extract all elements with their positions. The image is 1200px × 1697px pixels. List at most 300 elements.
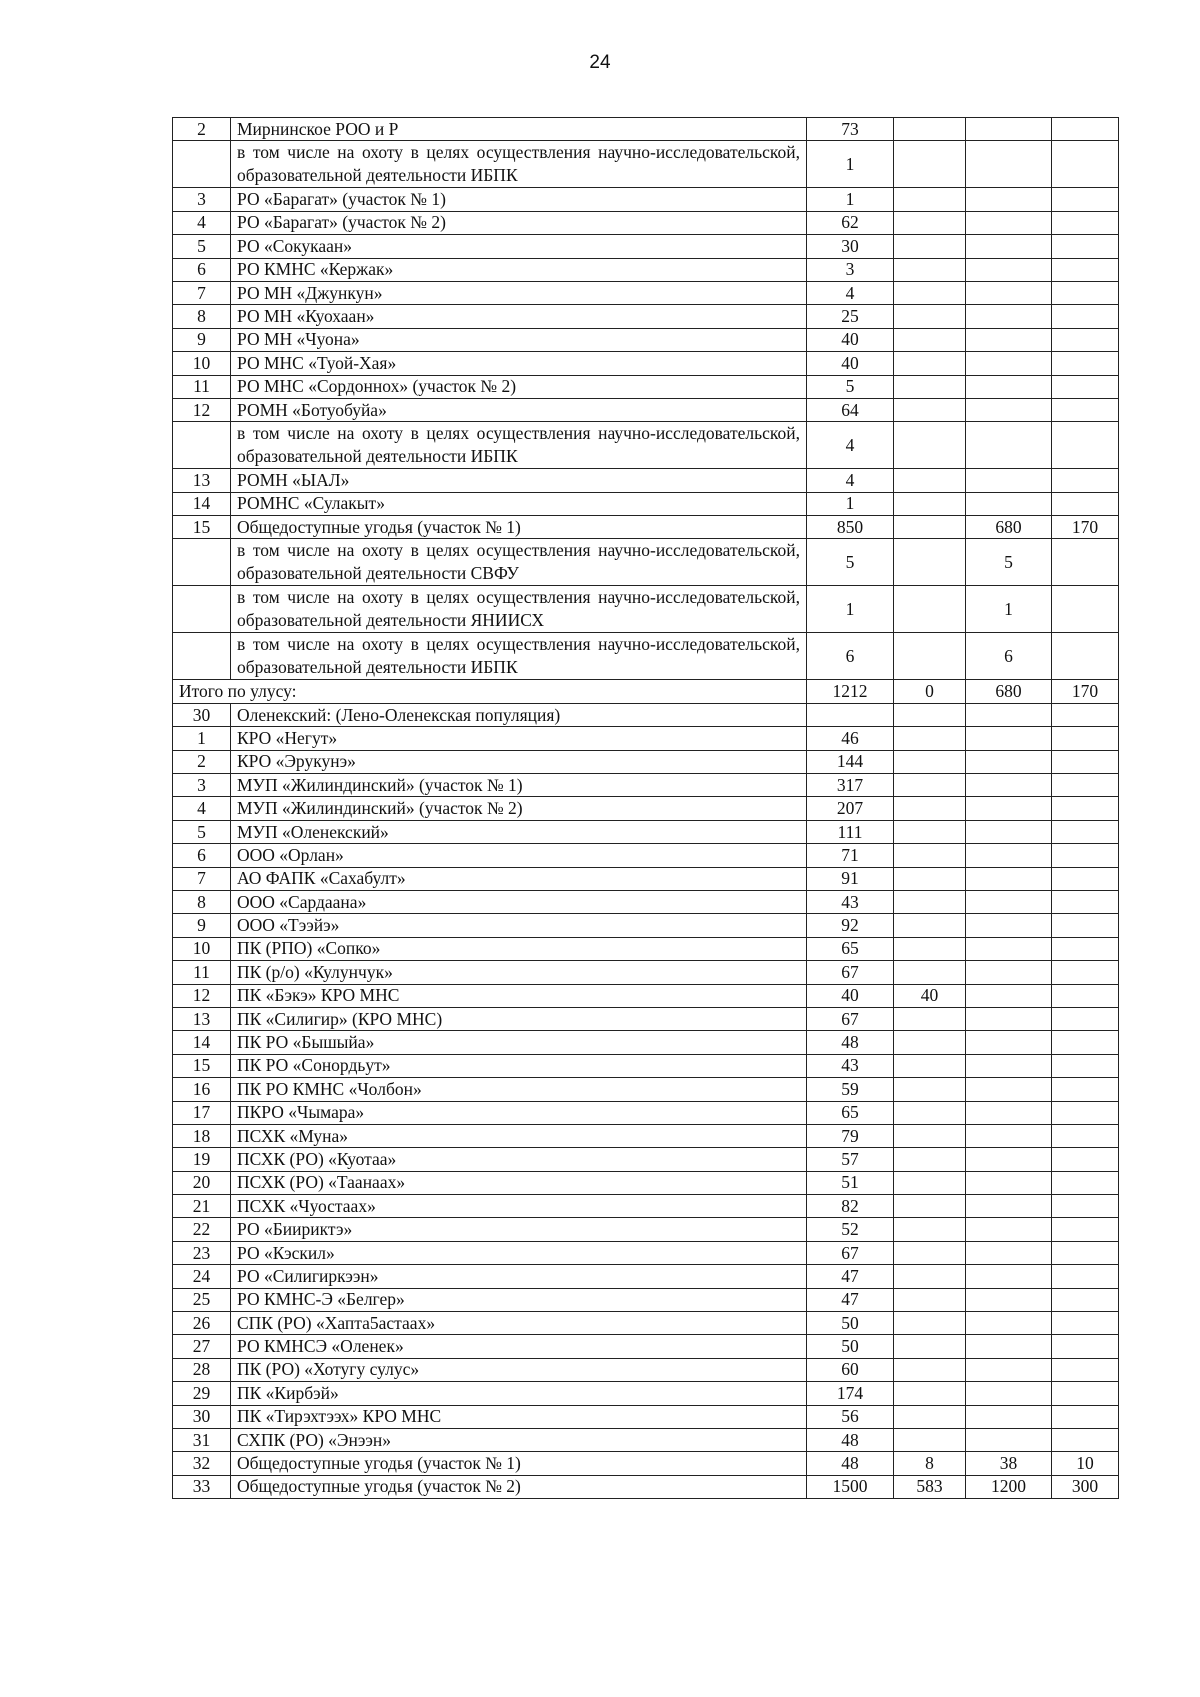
row-number: 24	[173, 1265, 231, 1288]
row-number: 33	[173, 1475, 231, 1498]
value-col-3	[966, 1195, 1052, 1218]
value-col-3	[966, 1054, 1052, 1077]
value-col-3	[966, 774, 1052, 797]
row-number: 7	[173, 281, 231, 304]
value-col-4	[1052, 844, 1119, 867]
row-number: 5	[173, 235, 231, 258]
table-row	[173, 774, 1119, 797]
value-col-3	[966, 422, 1052, 469]
value-col-1: 174	[807, 1382, 894, 1405]
value-col-3: 1	[966, 586, 1052, 633]
value-col-4	[1052, 281, 1119, 304]
value-col-2	[894, 1101, 966, 1124]
value-col-1: 850	[807, 516, 894, 539]
value-col-4	[1052, 469, 1119, 492]
value-col-4	[1052, 1101, 1119, 1124]
table-row	[173, 750, 1119, 773]
value-col-2: 0	[894, 680, 966, 703]
value-col-4	[1052, 1171, 1119, 1194]
table-row	[173, 188, 1119, 211]
value-col-4: 170	[1052, 516, 1119, 539]
value-col-4	[1052, 141, 1119, 188]
row-number: 26	[173, 1312, 231, 1335]
row-name: КРО «Эрукунэ»	[231, 750, 807, 773]
row-name: в том числе на охоту в целях осуществления научно-исследовательской, образовательной деятельности ИБПК	[231, 141, 807, 188]
value-col-3	[966, 328, 1052, 351]
table-row	[173, 1475, 1119, 1498]
value-col-3	[966, 1078, 1052, 1101]
table-row	[173, 1312, 1119, 1335]
row-name: ПСХК «Муна»	[231, 1124, 807, 1147]
row-name: РО КМНС «Кержак»	[231, 258, 807, 281]
value-col-2	[894, 281, 966, 304]
value-col-1: 1	[807, 141, 894, 188]
table-row	[173, 727, 1119, 750]
total-label: Итого по улусу:	[173, 680, 807, 703]
value-col-1: 50	[807, 1335, 894, 1358]
table-row	[173, 1241, 1119, 1264]
value-col-1: 51	[807, 1171, 894, 1194]
value-col-4	[1052, 750, 1119, 773]
value-col-4	[1052, 1358, 1119, 1381]
table-row	[173, 1195, 1119, 1218]
table-row	[173, 1452, 1119, 1475]
value-col-2	[894, 890, 966, 913]
value-col-4: 10	[1052, 1452, 1119, 1475]
row-name: РОМН «Ботуобуйа»	[231, 398, 807, 421]
row-name: Общедоступные угодья (участок № 1)	[231, 516, 807, 539]
value-col-1: 48	[807, 1452, 894, 1475]
value-col-1: 48	[807, 1031, 894, 1054]
row-number: 5	[173, 820, 231, 843]
value-col-3	[966, 1171, 1052, 1194]
table-row	[173, 1148, 1119, 1171]
value-col-2	[894, 1335, 966, 1358]
value-col-4	[1052, 398, 1119, 421]
row-name: в том числе на охоту в целях осуществления научно-исследовательской, образовательной деятельности ИБПК	[231, 633, 807, 680]
value-col-2	[894, 727, 966, 750]
table-row	[173, 1124, 1119, 1147]
row-number: 18	[173, 1124, 231, 1147]
value-col-3	[966, 1101, 1052, 1124]
value-col-2	[894, 188, 966, 211]
value-col-4: 300	[1052, 1475, 1119, 1498]
value-col-2	[894, 914, 966, 937]
row-name: ПСХК (РО) «Таанаах»	[231, 1171, 807, 1194]
row-number: 29	[173, 1382, 231, 1405]
value-col-1: 4	[807, 422, 894, 469]
row-number: 21	[173, 1195, 231, 1218]
value-col-3	[966, 867, 1052, 890]
value-col-4	[1052, 258, 1119, 281]
row-name: ПК «Тирэхтээх» КРО МНС	[231, 1405, 807, 1428]
value-col-4	[1052, 1124, 1119, 1147]
value-col-2: 40	[894, 984, 966, 1007]
table-row	[173, 937, 1119, 960]
total-row	[173, 680, 1119, 703]
value-col-1: 59	[807, 1078, 894, 1101]
value-col-3	[966, 469, 1052, 492]
value-col-1: 43	[807, 1054, 894, 1077]
row-number: 32	[173, 1452, 231, 1475]
value-col-4	[1052, 727, 1119, 750]
value-col-3	[966, 305, 1052, 328]
table-row	[173, 1288, 1119, 1311]
value-col-1: 50	[807, 1312, 894, 1335]
value-col-1: 3	[807, 258, 894, 281]
value-col-1: 67	[807, 1007, 894, 1030]
value-col-4	[1052, 984, 1119, 1007]
value-col-4	[1052, 305, 1119, 328]
value-col-2	[894, 492, 966, 515]
row-name: ПСХК (РО) «Куотаа»	[231, 1148, 807, 1171]
row-number: 8	[173, 890, 231, 913]
table-row	[173, 1078, 1119, 1101]
row-name: ПК (РПО) «Сопко»	[231, 937, 807, 960]
value-col-3	[966, 937, 1052, 960]
value-col-2	[894, 469, 966, 492]
row-name: РО «Барагат» (участок № 2)	[231, 211, 807, 234]
value-col-4	[1052, 1007, 1119, 1030]
value-col-3	[966, 750, 1052, 773]
value-col-1: 62	[807, 211, 894, 234]
value-col-1: 79	[807, 1124, 894, 1147]
row-number: 1	[173, 727, 231, 750]
value-col-3	[966, 281, 1052, 304]
value-col-3	[966, 1335, 1052, 1358]
row-number: 25	[173, 1288, 231, 1311]
row-name: РО МН «Чуона»	[231, 328, 807, 351]
row-name: ПК «Бэкэ» КРО МНС	[231, 984, 807, 1007]
value-col-1: 207	[807, 797, 894, 820]
row-name: РО МНС «Сордоннох» (участок № 2)	[231, 375, 807, 398]
row-number: 10	[173, 352, 231, 375]
row-name: в том числе на охоту в целях осуществления научно-исследовательской, образовательной деятельности ИБПК	[231, 422, 807, 469]
value-col-3	[966, 1148, 1052, 1171]
value-col-2: 8	[894, 1452, 966, 1475]
value-col-3	[966, 820, 1052, 843]
row-name: РО КМНС-Э «Белгер»	[231, 1288, 807, 1311]
table-body	[173, 118, 1119, 1499]
table-row	[173, 1335, 1119, 1358]
value-col-2	[894, 633, 966, 680]
value-col-1: 111	[807, 820, 894, 843]
row-number: 4	[173, 797, 231, 820]
value-col-2	[894, 797, 966, 820]
value-col-1: 65	[807, 937, 894, 960]
table-row	[173, 305, 1119, 328]
row-name: МУП «Жилиндинский» (участок № 2)	[231, 797, 807, 820]
value-col-2	[894, 1054, 966, 1077]
value-col-4	[1052, 492, 1119, 515]
row-number: 30	[173, 1405, 231, 1428]
value-col-4	[1052, 118, 1119, 141]
value-col-3	[966, 961, 1052, 984]
value-col-2	[894, 1428, 966, 1451]
value-col-2	[894, 398, 966, 421]
value-col-4	[1052, 422, 1119, 469]
value-col-1: 25	[807, 305, 894, 328]
sub-row	[173, 422, 1119, 469]
value-col-2	[894, 867, 966, 890]
value-col-1: 1	[807, 492, 894, 515]
table-row	[173, 211, 1119, 234]
value-col-2	[894, 1148, 966, 1171]
table-row	[173, 398, 1119, 421]
value-col-4	[1052, 586, 1119, 633]
value-col-4	[1052, 1148, 1119, 1171]
value-col-3: 680	[966, 680, 1052, 703]
value-col-1: 52	[807, 1218, 894, 1241]
value-col-1: 4	[807, 469, 894, 492]
row-name: РО «Силигиркээн»	[231, 1265, 807, 1288]
table-row	[173, 1054, 1119, 1077]
value-col-3: 680	[966, 516, 1052, 539]
value-col-4	[1052, 633, 1119, 680]
row-name: МУП «Оленекский»	[231, 820, 807, 843]
row-name: РО МН «Куохаан»	[231, 305, 807, 328]
row-name: КРО «Негут»	[231, 727, 807, 750]
table-row	[173, 328, 1119, 351]
row-number: 14	[173, 492, 231, 515]
value-col-2	[894, 1358, 966, 1381]
row-number: 12	[173, 984, 231, 1007]
value-col-3	[966, 984, 1052, 1007]
row-name: Общедоступные угодья (участок № 2)	[231, 1475, 807, 1498]
value-col-4	[1052, 188, 1119, 211]
value-col-2	[894, 211, 966, 234]
row-number: 15	[173, 1054, 231, 1077]
row-number: 19	[173, 1148, 231, 1171]
value-col-3	[966, 235, 1052, 258]
value-col-1: 47	[807, 1265, 894, 1288]
value-col-2	[894, 1382, 966, 1405]
table-row	[173, 1031, 1119, 1054]
value-col-4	[1052, 937, 1119, 960]
table-row	[173, 492, 1119, 515]
value-col-3	[966, 1031, 1052, 1054]
row-name: РО МНС «Туой-Хая»	[231, 352, 807, 375]
row-number	[173, 141, 231, 188]
value-col-1: 4	[807, 281, 894, 304]
value-col-3	[966, 1405, 1052, 1428]
table-row	[173, 1428, 1119, 1451]
value-col-4	[1052, 890, 1119, 913]
table-row	[173, 844, 1119, 867]
row-name: РО «Кэскил»	[231, 1241, 807, 1264]
table-row	[173, 797, 1119, 820]
value-col-1: 1500	[807, 1475, 894, 1498]
row-name: ПК РО КМНС «Чолбон»	[231, 1078, 807, 1101]
value-col-3	[966, 1007, 1052, 1030]
value-col-1: 6	[807, 633, 894, 680]
table-row	[173, 961, 1119, 984]
value-col-2	[894, 305, 966, 328]
value-col-3	[966, 890, 1052, 913]
value-col-4	[1052, 1265, 1119, 1288]
row-number: 22	[173, 1218, 231, 1241]
value-col-2	[894, 820, 966, 843]
table-row	[173, 375, 1119, 398]
value-col-1: 40	[807, 984, 894, 1007]
value-col-1	[807, 703, 894, 726]
value-col-4	[1052, 352, 1119, 375]
row-name: ПК (р/о) «Кулунчук»	[231, 961, 807, 984]
value-col-1: 60	[807, 1358, 894, 1381]
value-col-3	[966, 1382, 1052, 1405]
value-col-3	[966, 1265, 1052, 1288]
value-col-4	[1052, 774, 1119, 797]
value-col-3: 38	[966, 1452, 1052, 1475]
value-col-2	[894, 1405, 966, 1428]
value-col-4	[1052, 1312, 1119, 1335]
value-col-2	[894, 328, 966, 351]
row-name: в том числе на охоту в целях осуществления научно-исследовательской, образовательной деятельности ЯНИИСХ	[231, 586, 807, 633]
value-col-2	[894, 1265, 966, 1288]
value-col-4	[1052, 1218, 1119, 1241]
row-name: РО «Сокукаан»	[231, 235, 807, 258]
value-col-4	[1052, 375, 1119, 398]
value-col-3	[966, 492, 1052, 515]
table-row	[173, 890, 1119, 913]
value-col-2	[894, 1241, 966, 1264]
row-name: в том числе на охоту в целях осуществления научно-исследовательской, образовательной деятельности СВФУ	[231, 539, 807, 586]
table-row	[173, 914, 1119, 937]
value-col-2	[894, 1171, 966, 1194]
value-col-1: 65	[807, 1101, 894, 1124]
row-name: РО «Биириктэ»	[231, 1218, 807, 1241]
table-row	[173, 1101, 1119, 1124]
value-col-4	[1052, 1382, 1119, 1405]
page-number: 24	[589, 52, 611, 73]
value-col-4	[1052, 1288, 1119, 1311]
value-col-2	[894, 1031, 966, 1054]
value-col-1: 144	[807, 750, 894, 773]
value-col-3	[966, 1288, 1052, 1311]
table-row	[173, 258, 1119, 281]
value-col-1: 5	[807, 539, 894, 586]
value-col-2	[894, 750, 966, 773]
value-col-4	[1052, 211, 1119, 234]
row-name: ПК (РО) «Хотугу сулус»	[231, 1358, 807, 1381]
value-col-3	[966, 1358, 1052, 1381]
row-number	[173, 586, 231, 633]
row-number: 4	[173, 211, 231, 234]
value-col-3	[966, 398, 1052, 421]
value-col-4	[1052, 820, 1119, 843]
row-name: СПК (РО) «Хапта5астаах»	[231, 1312, 807, 1335]
table-row	[173, 1171, 1119, 1194]
row-number: 23	[173, 1241, 231, 1264]
value-col-1: 47	[807, 1288, 894, 1311]
row-number: 20	[173, 1171, 231, 1194]
row-number: 11	[173, 961, 231, 984]
value-col-1: 82	[807, 1195, 894, 1218]
value-col-4	[1052, 797, 1119, 820]
value-col-2	[894, 703, 966, 726]
value-col-1: 1	[807, 188, 894, 211]
row-number	[173, 539, 231, 586]
sub-row	[173, 633, 1119, 680]
value-col-2	[894, 961, 966, 984]
row-number: 28	[173, 1358, 231, 1381]
value-col-1: 56	[807, 1405, 894, 1428]
row-name: ООО «Орлан»	[231, 844, 807, 867]
value-col-3	[966, 914, 1052, 937]
value-col-2	[894, 141, 966, 188]
value-col-1: 43	[807, 890, 894, 913]
table-row	[173, 469, 1119, 492]
row-number: 9	[173, 914, 231, 937]
value-col-2	[894, 352, 966, 375]
sub-row	[173, 539, 1119, 586]
value-col-2	[894, 118, 966, 141]
row-name: ПК РО «Сонордьут»	[231, 1054, 807, 1077]
value-col-1: 71	[807, 844, 894, 867]
value-col-2	[894, 1078, 966, 1101]
value-col-2	[894, 1218, 966, 1241]
row-number: 10	[173, 937, 231, 960]
row-name: РОМНС «Сулакыт»	[231, 492, 807, 515]
value-col-1: 57	[807, 1148, 894, 1171]
row-name: Оленекский: (Лено-Оленекская популяция)	[231, 703, 807, 726]
sub-row	[173, 141, 1119, 188]
row-number: 30	[173, 703, 231, 726]
value-col-1: 317	[807, 774, 894, 797]
table-row	[173, 820, 1119, 843]
value-col-3	[966, 1218, 1052, 1241]
value-col-1: 91	[807, 867, 894, 890]
row-name: СХПК (РО) «Энээн»	[231, 1428, 807, 1451]
row-number: 31	[173, 1428, 231, 1451]
row-name: РОМН «ЫАЛ»	[231, 469, 807, 492]
value-col-4	[1052, 328, 1119, 351]
row-name: ПСХК «Чуостаах»	[231, 1195, 807, 1218]
value-col-4	[1052, 1078, 1119, 1101]
table-row	[173, 281, 1119, 304]
row-number: 16	[173, 1078, 231, 1101]
value-col-2	[894, 235, 966, 258]
row-number	[173, 633, 231, 680]
row-name: РО «Барагат» (участок № 1)	[231, 188, 807, 211]
value-col-1: 46	[807, 727, 894, 750]
table-row	[173, 1405, 1119, 1428]
row-number: 6	[173, 258, 231, 281]
value-col-1: 67	[807, 961, 894, 984]
value-col-4	[1052, 1241, 1119, 1264]
value-col-2	[894, 1312, 966, 1335]
value-col-4	[1052, 539, 1119, 586]
table-row	[173, 984, 1119, 1007]
row-number: 3	[173, 774, 231, 797]
table-row	[173, 1358, 1119, 1381]
value-col-3	[966, 727, 1052, 750]
row-name: Мирнинское РОО и Р	[231, 118, 807, 141]
value-col-3	[966, 141, 1052, 188]
table-row	[173, 516, 1119, 539]
value-col-4	[1052, 867, 1119, 890]
row-number: 7	[173, 867, 231, 890]
value-col-4	[1052, 1195, 1119, 1218]
row-name: МУП «Жилиндинский» (участок № 1)	[231, 774, 807, 797]
value-col-1: 67	[807, 1241, 894, 1264]
row-number: 12	[173, 398, 231, 421]
value-col-3	[966, 797, 1052, 820]
value-col-3	[966, 211, 1052, 234]
row-number: 2	[173, 118, 231, 141]
table-row	[173, 118, 1119, 141]
value-col-4	[1052, 914, 1119, 937]
